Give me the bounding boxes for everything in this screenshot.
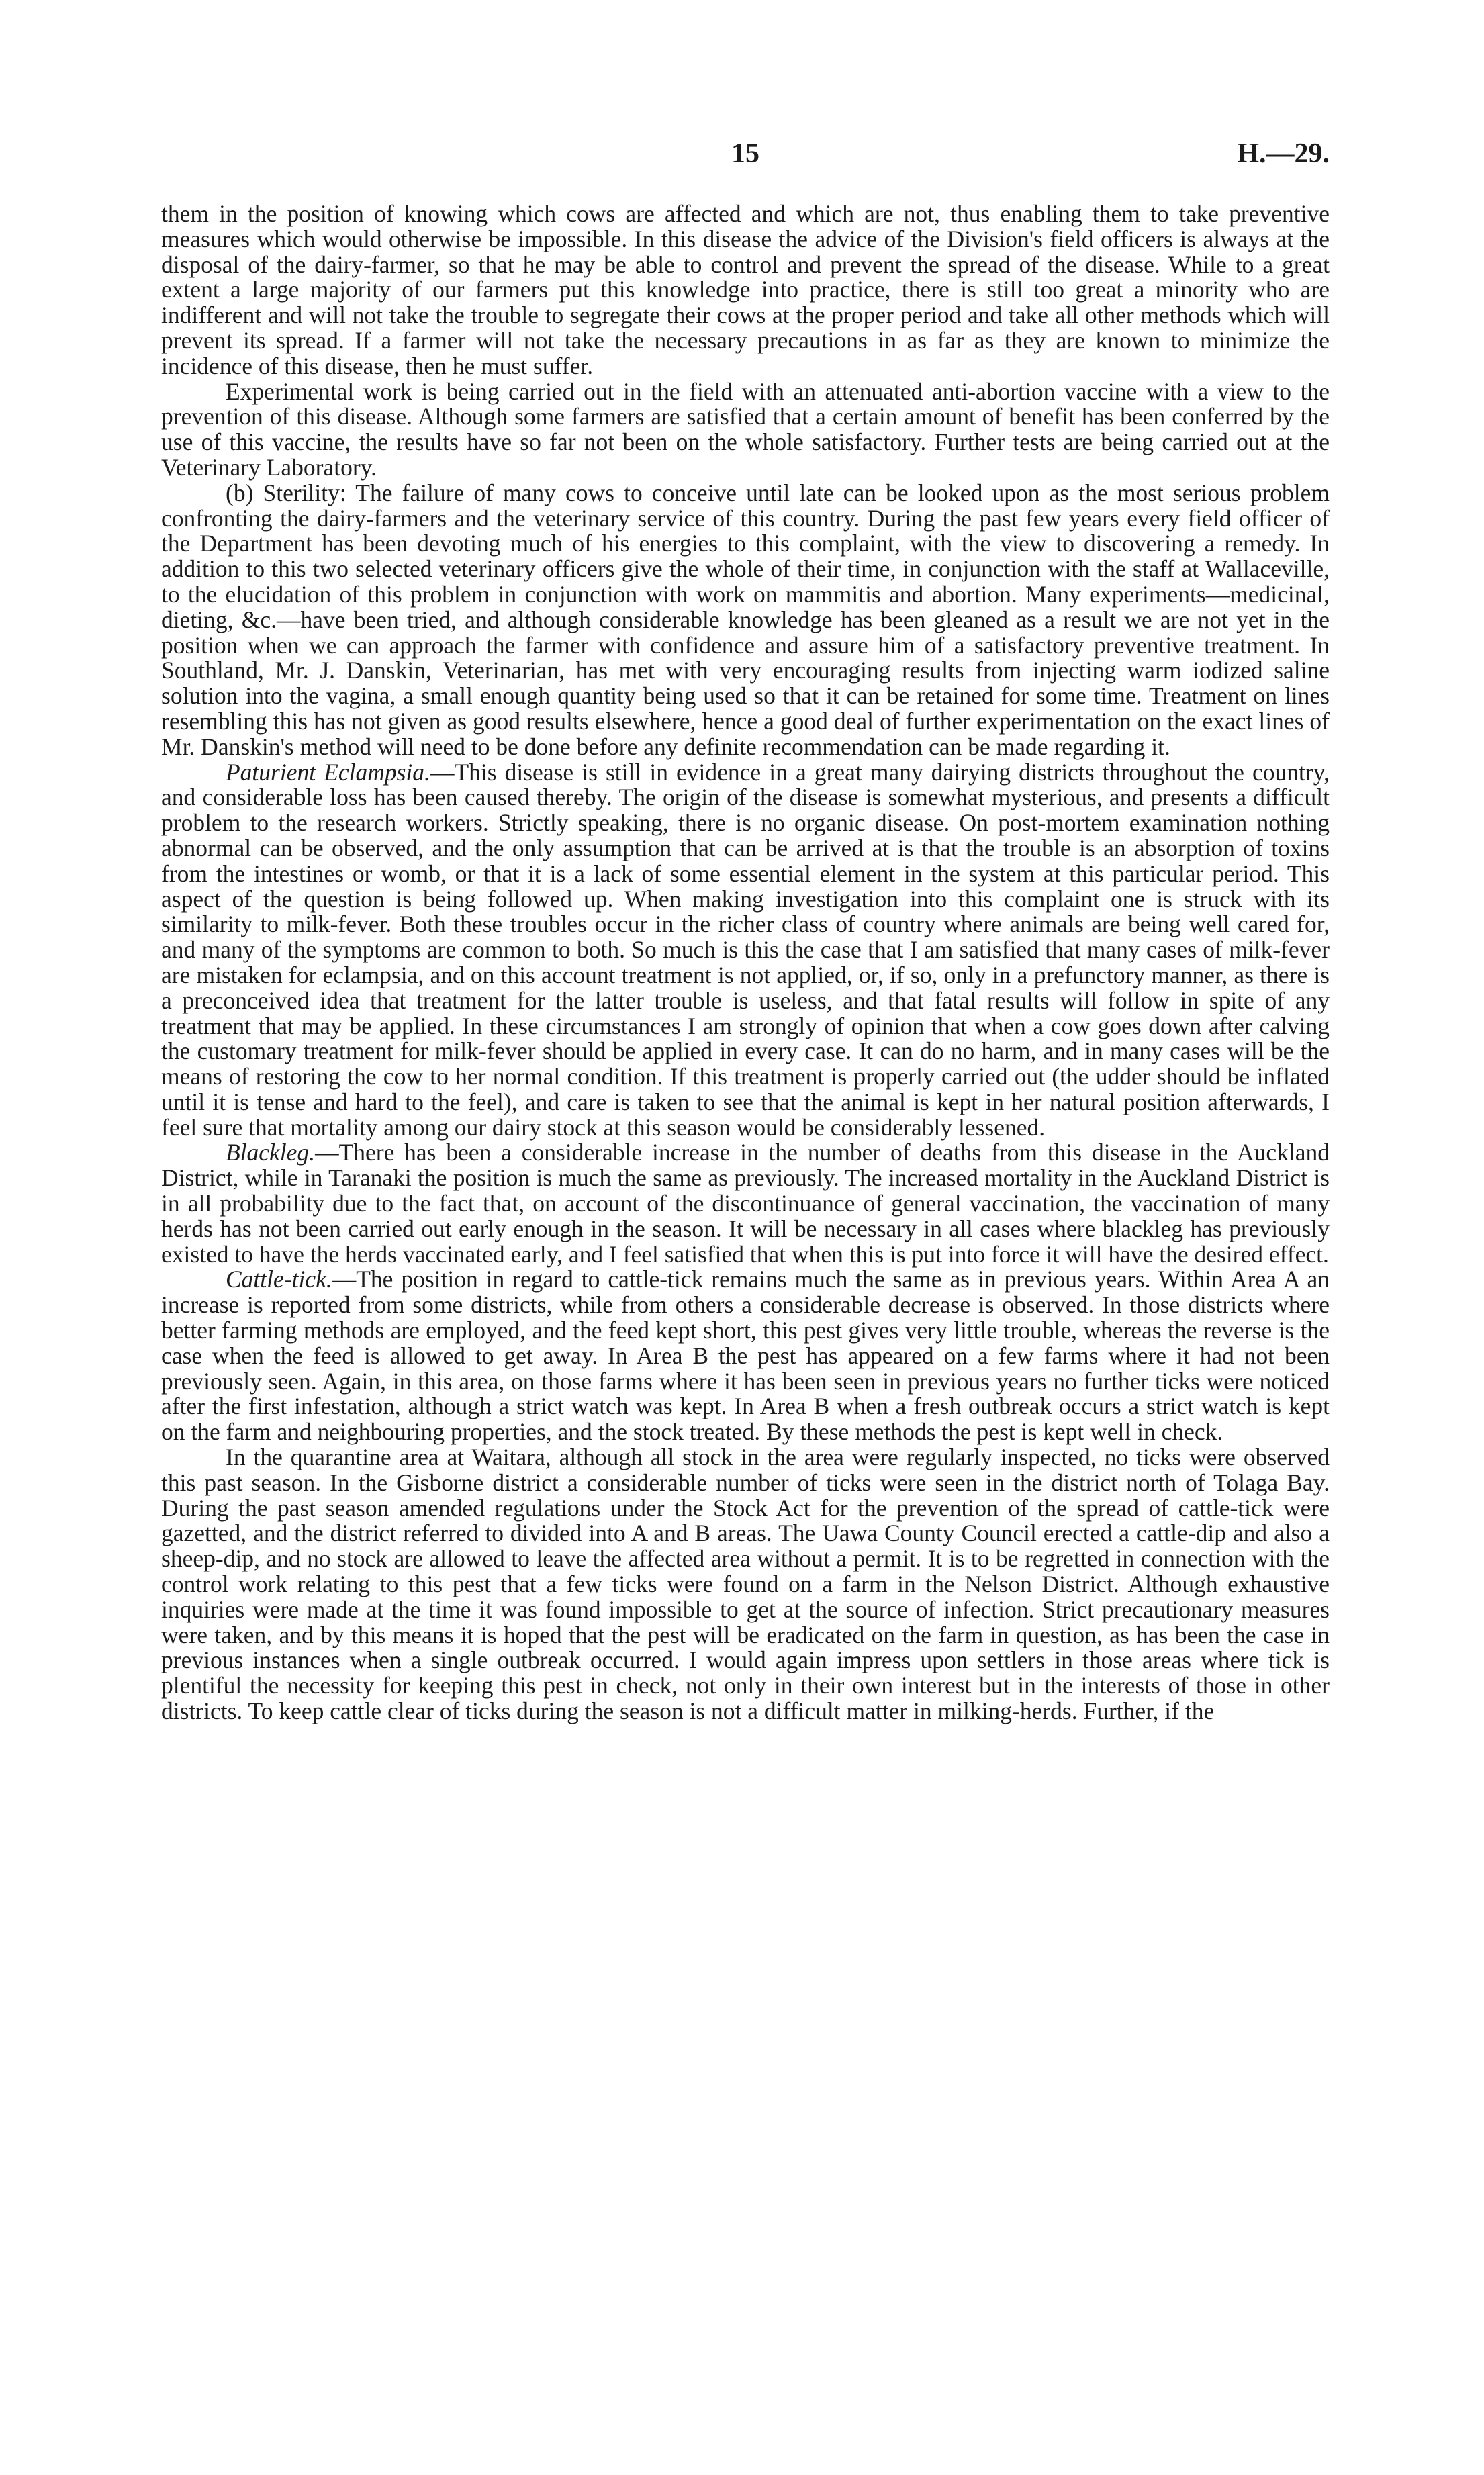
paragraph-sterility: [161, 481, 1330, 760]
paragraph-eclampsia: [161, 760, 1330, 1141]
paragraph-quarantine: [161, 1445, 1330, 1724]
report-code: H.—29.: [1237, 138, 1330, 169]
paragraph-text: (b) Sterility: The failure of many cows to conceive until late can be looked upon as the most serious problem confronting the dairy-farmers and the veterinary service of this country. During the past few years every field officer of the Department has been devoting much of his energies to this complaint, with the view to discovering a remedy. In addition to this two selected veterinary officers give the whole of their time, in conjunction with the staff at Wallaceville, to the elucidation of this problem in conjunction with work on mammitis and abortion. Many experiments—medicinal, dieting, &c.—have been tried, and although considerable knowledge has been gleaned as a result we are not yet in the position when we can approach the farmer with confidence and assure him of a satisfactory preventive treatment. In Southland, Mr. J. Danskin, Veterinarian, has met with very encouraging results from injecting warm iodized saline solution into the vagina, a small enough quantity being used so that it can be retained for some time. Treatment on lines resembling this has not given as good results elsewhere, hence a good deal of further experimentation on the exact lines of Mr. Danskin's method will need to be done before any definite recommendation can be made regarding it.: [161, 479, 1330, 760]
paragraph-text: Experimental work is being carried out in the field with an attenuated anti-abortion vaccine with a view to the prevention of this disease. Although some farmers are satisfied that a certain amount of benefit has been conferred by the use of this vaccine, the results have so far not been on the whole satisfactory. Further tests are being carried out at the Veterinary Laboratory.: [161, 377, 1330, 481]
paragraph-text: In the quarantine area at Waitara, although all stock in the area were regularly inspected, no ticks were observed this past season. In the Gisborne district a considerable number of ticks were seen in the district north of Tolaga Bay. During the past season amended regulations under the Stock Act for the prevention of the spread of cattle-tick were gazetted, and the district referred to divided into A and B areas. The Uawa County Council erected a cattle-dip and also a sheep-dip, and no stock are allowed to leave the affected area without a permit. It is to be regretted in connection with the control work relating to this pest that a few ticks were found on a farm in the Nelson District. Although exhaustive inquiries were made at the time it was found impossible to get at the source of infection. Strict precautionary measures were taken, and by this means it is hoped that the pest will be eradicated on the farm in question, as has been the case in previous instances when a single outbreak occurred. I would again impress upon settlers in those areas where tick is plentiful the necessity for keeping this pest in check, not only in their own interest but in the interests of those in other districts. To keep cattle clear of ticks during the season is not a difficult matter in milking-herds. Further, if the: [161, 1444, 1330, 1725]
body-text: [161, 201, 1330, 1724]
paragraph-text: —This disease is still in evidence in a great many dairying districts throughout the country, and considerable loss has been caused thereby. The origin of the disease is somewhat mysterious, and presents a difficult problem to the research workers. Strictly speaking, there is no organic disease. On post-mortem examination nothing abnormal can be observed, and the only assumption that can be arrived at is that the trouble is an absorption of toxins from the intestines or womb, or that it is a lack of some essential element in the system at this particular period. This aspect of the question is being followed up. When making investigation into this complaint one is struck with its similarity to milk-fever. Both these troubles occur in the richer class of country where animals are being well cared for, and many of the symptoms are common to both. So much is this the case that I am satisfied that many cases of milk-fever are mistaken for eclampsia, and on this account treatment is not applied, or, if so, only in a prefunctory manner, as there is a preconceived idea that treatment for the latter trouble is useless, and that fatal results will follow in spite of any treatment that may be applied. In these circumstances I am strongly of opinion that when a cow goes down after calving the customary treatment for milk-fever should be applied in every case. It can do no harm, and in many cases will be the means of restoring the cow to her normal condition. If this treatment is properly carried out (the udder should be inflated until it is tense and hard to the feel), and care is taken to see that the animal is kept in her natural position afterwards, I feel sure that mortality among our dairy stock at this season would be considerably lessened.: [161, 758, 1330, 1141]
paragraph-vaccine: [161, 379, 1330, 481]
paragraph-text: them in the position of knowing which cows are affected and which are not, thus enabling them to take preventive measures which would otherwise be impossible. In this disease the advice of the Division's field officers is always at the disposal of the dairy-farmer, so that he may be able to control and prevent the spread of the disease. While to a great extent a large majority of our farmers put this knowledge into practice, there is still too great a minority who are indifferent and will not take the trouble to segregate their cows at the proper period and take all other methods which will prevent its spread. If a farmer will not take the necessary precautions in as far as they are known to minimize the incidence of this disease, then he must suffer.: [161, 200, 1330, 379]
page-number: 15: [731, 138, 759, 169]
paragraph-abortion-continued: [161, 201, 1330, 379]
paragraph-text: —The position in regard to cattle-tick remains much the same as in previous years. Within Area A an increase is reported from some districts, while from others a considerable decrease is observed. In those districts where better farming methods are employed, and the feed kept short, this pest gives very little trouble, whereas the reverse is the case when the feed is allowed to get away. In Area B the pest has appeared on a few farms where it had not been previously seen. Again, in this area, on those farms where it has been seen in previous years no further ticks were noticed after the first infestation, although a strict watch was kept. In Area B when a fresh outbreak occurs a strict watch is kept on the farm and neighbouring properties, and the stock treated. By these methods the pest is kept well in check.: [161, 1266, 1330, 1446]
section-lead-eclampsia: Paturient Eclampsia.: [226, 758, 430, 786]
page-header: [161, 138, 1330, 178]
section-lead-cattle-tick: Cattle-tick.: [226, 1266, 332, 1293]
paragraph-blackleg: [161, 1140, 1330, 1267]
paragraph-text: —There has been a considerable increase in the number of deaths from this disease in the Auckland District, while in Taranaki the position is much the same as previously. The increased mortality in the Auckland District is in all probability due to the fact that, on account of the discontinuance of general vaccination, the vaccination of many herds has not been carried out early enough in the season. It will be necessary in all cases where blackleg has previously existed to have the herds vaccinated early, and I feel satisfied that when this is put into force it will have the desired effect.: [161, 1139, 1330, 1268]
section-lead-blackleg: Blackleg.: [226, 1139, 316, 1166]
paragraph-cattle-tick: [161, 1267, 1330, 1445]
